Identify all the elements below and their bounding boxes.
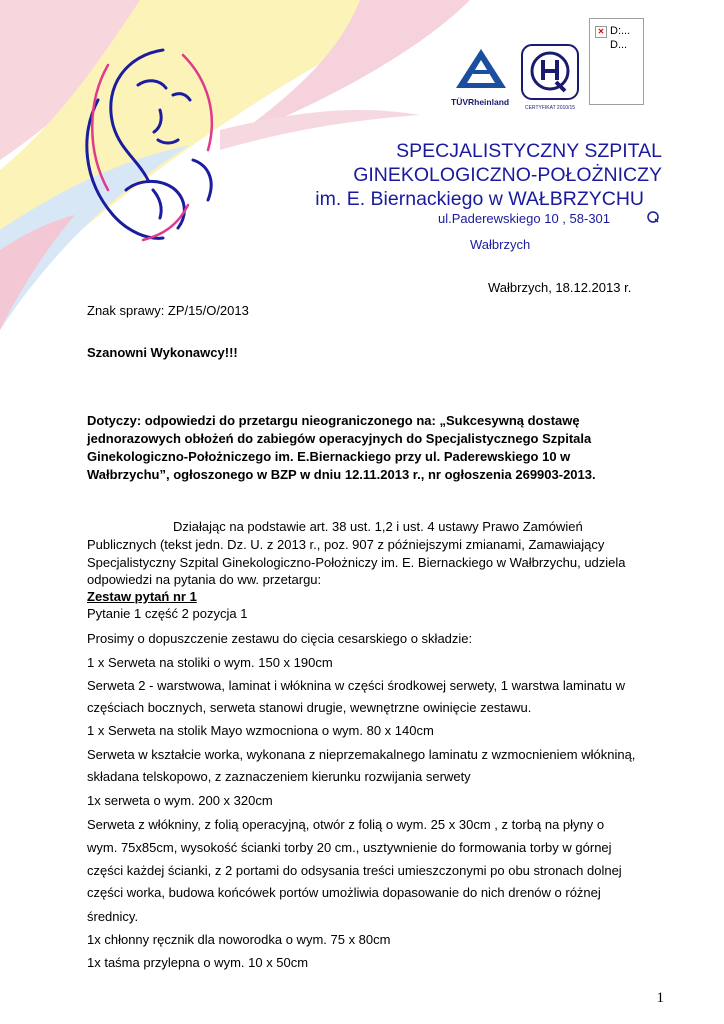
body-line-7: składana telskopowo, z zaznaczeniem kierunku rozwijania serwety [87, 769, 471, 784]
broken-image-alt-line-2: D... [610, 39, 628, 51]
intro-line-3: Specjalistyczny Szpital Ginekologiczno-Położniczy im. E. Biernackiego w Wałbrzychu, udziela [87, 555, 626, 570]
body-line-1: Prosimy o dopuszczenie zestawu do cięcia cesarskiego o składzie: [87, 631, 473, 646]
body-line-5: 1 x Serweta na stolik Mayo wzmocniona o wym. 80 x 140cm [87, 723, 434, 738]
hospital-name-line-2: GINEKOLOGICZNO-POŁOŻNICZY [353, 164, 662, 186]
body-line-9: Serweta z włókniny, z folią operacyjną, otwór z folią o wym. 25 x 30cm , z torbą na płyny o [87, 817, 605, 832]
body-line-11: części każdej ścianki, z 2 portami do odsysania treści umieszczonymi po obu stronach dolnej [87, 863, 622, 878]
subject-line-2: jednorazowych obłożeń do zabiegów operacyjnych do Specjalistycznego Szpitala [87, 431, 592, 446]
broken-image-icon: ✕ [595, 26, 607, 38]
tuv-logo [451, 46, 511, 108]
body-line-6: Serweta w kształcie worka, wykonana z nieprzemakalnego laminatu z wzmocnieniem włókniną, [87, 747, 636, 762]
salutation: Szanowni Wykonawcy!!! [87, 345, 238, 360]
body-line-14: 1x chłonny ręcznik dla noworodka o wym. 75 x 80cm [87, 932, 391, 947]
body-line-12: części worka, budowa końcówek portów umożliwia dopasowanie do nich drenów o różnej [87, 885, 601, 900]
body-line-3: Serweta 2 - warstwowa, laminat i włóknina w części środkowej serwety, 1 warstwa laminatu w [87, 678, 626, 693]
body-line-10: wym. 75x85cm, wysokość ścianki torby 20 cm., usztywnienie do formowania torby w górnej [87, 840, 612, 855]
subject-line-1: Dotyczy: odpowiedzi do przetargu nieograniczonego na: „Sukcesywną dostawę [87, 413, 580, 428]
address-line: ul.Paderewskiego 10 , 58-301 [438, 211, 611, 226]
intro-line-2: Publicznych (tekst jedn. Dz. U. z 2013 r., poz. 907 z późniejszymi zmianami, Zamawiający [87, 537, 605, 552]
body-line-13: średnicy. [87, 909, 139, 924]
quality-certificate-logo [521, 44, 579, 111]
set-heading: Zestaw pytań nr 1 [87, 589, 197, 604]
body-line-4: częściach bocznych, serweta stanowi drugie, wewnętrzne owinięcie zestawu. [87, 700, 532, 715]
mother-child-logo [68, 40, 238, 255]
broken-image-placeholder [589, 18, 644, 105]
question-label: Pytanie 1 część 2 pozycja 1 [87, 606, 248, 621]
page-number: 1 [656, 990, 664, 1006]
hospital-name-line-3: im. E. Biernackiego w WAŁBRZYCHU [315, 188, 644, 210]
broken-image-alt-line-1: D:... [610, 25, 631, 37]
date-line: Wałbrzych, 18.12.2013 r. [488, 280, 632, 295]
city-line: Wałbrzych [470, 237, 531, 252]
subject-line-3: Ginekologiczno-Położniczego im. E.Biernackiego przy ul. Paderewskiego 10 w [87, 449, 571, 464]
intro-line-1: Działając na podstawie art. 38 ust. 1,2 i ust. 4 ustawy Prawo Zamówień [173, 519, 583, 534]
body-line-15: 1x taśma przylepna o wym. 10 x 50cm [87, 955, 309, 970]
intro-line-4: odpowiedzi na pytania do ww. przetargu: [87, 572, 322, 587]
certificate-logo-text: CERTYFIKAT 2010/15 [524, 105, 576, 111]
tuv-logo-text: TÜVRheinland [451, 97, 510, 107]
hospital-name-line-1: SPECJALISTYCZNY SZPITAL [396, 140, 662, 162]
subject-line-4: Wałbrzychu”, ogłoszonego w BZP w dniu 12.11.2013 r., nr ogłoszenia 269903-2013. [87, 467, 596, 482]
body-line-8: 1x serweta o wym. 200 x 320cm [87, 793, 273, 808]
case-reference: Znak sprawy: ZP/15/O/2013 [87, 303, 249, 318]
small-q-logo [646, 210, 660, 224]
body-line-2: 1 x Serweta na stoliki o wym. 150 x 190cm [87, 655, 333, 670]
